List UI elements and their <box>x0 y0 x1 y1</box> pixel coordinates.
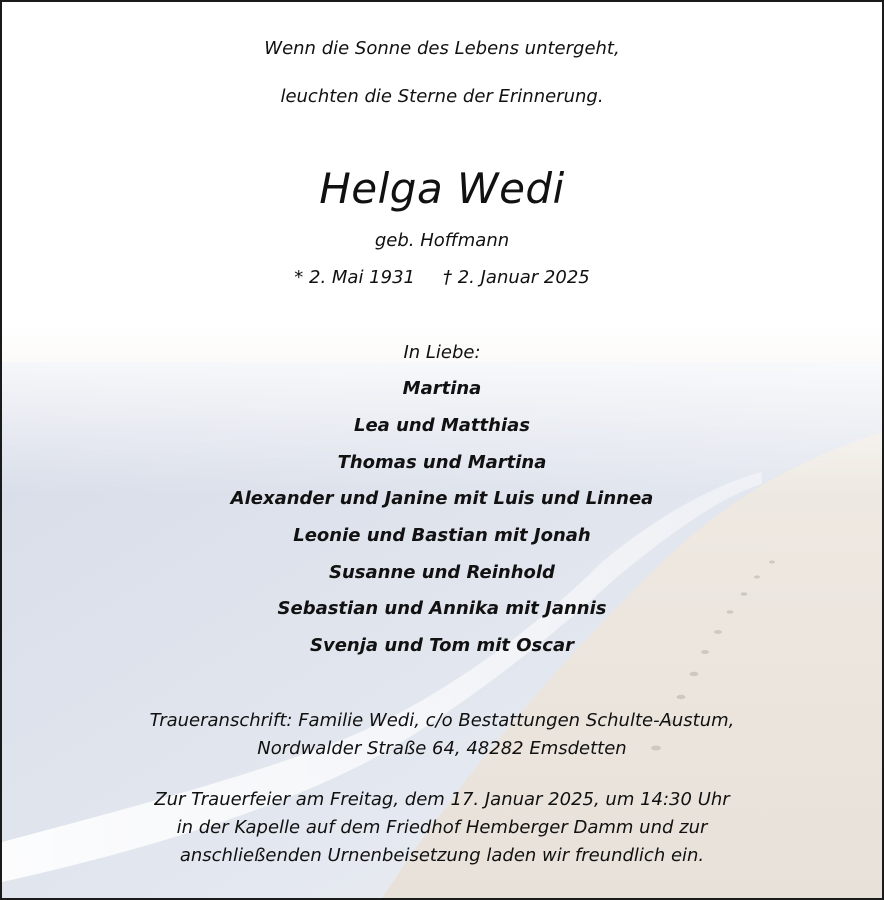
death-date: † 2. Januar 2025 <box>442 267 590 288</box>
mourner-name: Susanne und Reinhold <box>329 562 555 583</box>
maiden-name: geb. Hoffmann <box>374 230 510 251</box>
ceremony-line-1: Zur Trauerfeier am Freitag, dem 17. Januar 2025, um 14:30 Uhr <box>154 789 730 810</box>
address-line-1: Traueranschrift: Familie Wedi, c/o Bestattungen Schulte-Austum, <box>149 710 735 731</box>
mourner-name: Svenja und Tom mit Oscar <box>310 635 574 656</box>
verse-line-2: leuchten die Sterne der Erinnerung. <box>280 86 604 107</box>
mourner-name: Alexander und Janine mit Luis und Linnea <box>230 488 654 509</box>
mourner-name: Martina <box>402 378 482 399</box>
life-dates <box>2 267 882 288</box>
deceased-name: Helga Wedi <box>319 164 565 213</box>
birth-date: * 2. Mai 1931 <box>294 267 415 288</box>
beach-background-image <box>2 2 882 898</box>
ceremony-line-2: in der Kapelle auf dem Friedhof Hemberger Damm und zur <box>176 817 708 838</box>
mourner-name: Thomas und Martina <box>337 452 547 473</box>
ceremony-line-3: anschließenden Urnenbeisetzung laden wir freundlich ein. <box>179 845 705 866</box>
address-line-2: Nordwalder Straße 64, 48282 Emsdetten <box>257 738 627 759</box>
mourners-intro: In Liebe: <box>403 342 481 363</box>
mourner-name: Sebastian und Annika mit Jannis <box>277 598 607 619</box>
verse-line-1: Wenn die Sonne des Lebens untergeht, <box>264 38 620 59</box>
mourner-name: Leonie und Bastian mit Jonah <box>293 525 591 546</box>
mourner-name: Lea und Matthias <box>354 415 530 436</box>
